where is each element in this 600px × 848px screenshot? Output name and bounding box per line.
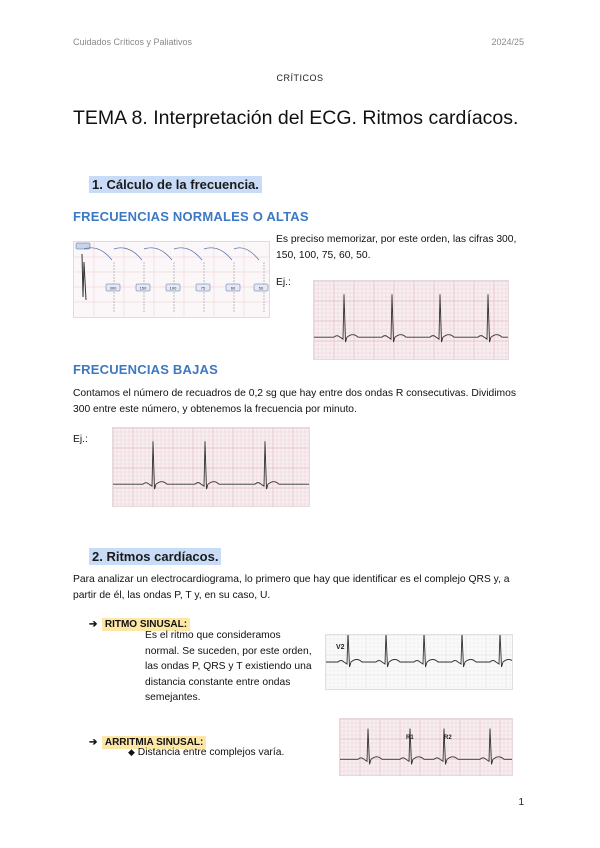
ecg-grid-1	[314, 281, 508, 359]
running-header-right: 2024/25	[491, 37, 524, 47]
scale-label-100: 100	[169, 285, 177, 291]
low-frequencies-text: Contamos el número de recuadros de 0,2 sg que hay entre dos ondas R consecutivas. Dividimos 300 entre este número, y obtenemos la frecuencia por minuto.	[73, 388, 517, 415]
normal-frequencies-text: Es preciso memorizar, por este orden, las cifras 300, 150, 100, 75, 60, 50.	[276, 234, 517, 261]
section-heading-2	[89, 548, 221, 566]
example-label-2: Ej.:	[73, 434, 88, 445]
ecg-trace	[113, 441, 309, 489]
ecg-strip-sinus-rhythm	[325, 634, 513, 690]
example-label-1: Ej.:	[276, 277, 291, 288]
document-label: CRÍTICOS	[276, 73, 324, 83]
ecg-strip-label: R2	[444, 735, 452, 741]
scale-label-150: 150	[139, 285, 147, 291]
section-heading-text: 1. Cálculo de la frecuencia.	[89, 176, 262, 193]
scale-label-50: 50	[258, 285, 264, 291]
ecg-strip-sinus-arrhythmia	[339, 718, 513, 776]
scale-label-300: 300	[109, 285, 117, 291]
subheading-normal-frequencies: FRECUENCIAS NORMALES O ALTAS	[73, 209, 309, 224]
section-heading-text: 2. Ritmos cardíacos.	[89, 548, 221, 565]
sinus-arrhythmia-bullet	[128, 745, 284, 761]
sinus-arrhythmia-label-text: ARRITMIA SINUSAL:	[102, 736, 207, 749]
sinus-rhythm-text: Es el ritmo que consideramos normal. Se suceden, por este orden, las ondas P, QRS y T existiendo una distancia constante entre ondas semejantes.	[145, 630, 312, 703]
right-arrow-icon: ➔	[89, 619, 98, 630]
ecg-trace	[314, 294, 508, 342]
ecg-strip-label: V2	[336, 644, 345, 651]
ecg-grid-3	[326, 635, 512, 689]
frequency-scale-diagram	[73, 241, 270, 318]
ecg-strip-example-low	[112, 427, 310, 507]
sinus-rhythm-label-text: RITMO SINUSAL:	[102, 618, 190, 631]
running-header-left: Cuidados Críticos y Paliativos	[73, 37, 193, 47]
ecg-strip-label: R1	[406, 735, 414, 741]
ecg-grid-4	[340, 719, 512, 775]
frequency-scale-svg	[74, 242, 269, 317]
diamond-bullet-icon: ◆	[128, 747, 135, 757]
page-number: 1	[518, 797, 524, 808]
ecg-strip-example-normal	[313, 280, 509, 360]
rhythms-intro-text: Para analizar un electrocardiograma, lo primero que hay que identificar es el complejo QRS y, a partir de él, las ondas P, T y, en su caso, U.	[73, 574, 510, 601]
sinus-arrhythmia-bullet-text: Distancia entre complejos varía.	[137, 747, 285, 758]
scale-label-75: 75	[200, 285, 206, 291]
ecg-grid-2	[113, 428, 309, 506]
scale-label-60: 60	[230, 285, 236, 291]
right-arrow-icon: ➔	[89, 737, 98, 748]
page-title: TEMA 8. Interpretación del ECG. Ritmos cardíacos.	[73, 107, 519, 129]
subheading-low-frequencies: FRECUENCIAS BAJAS	[73, 362, 218, 377]
section-heading-1	[89, 176, 262, 194]
